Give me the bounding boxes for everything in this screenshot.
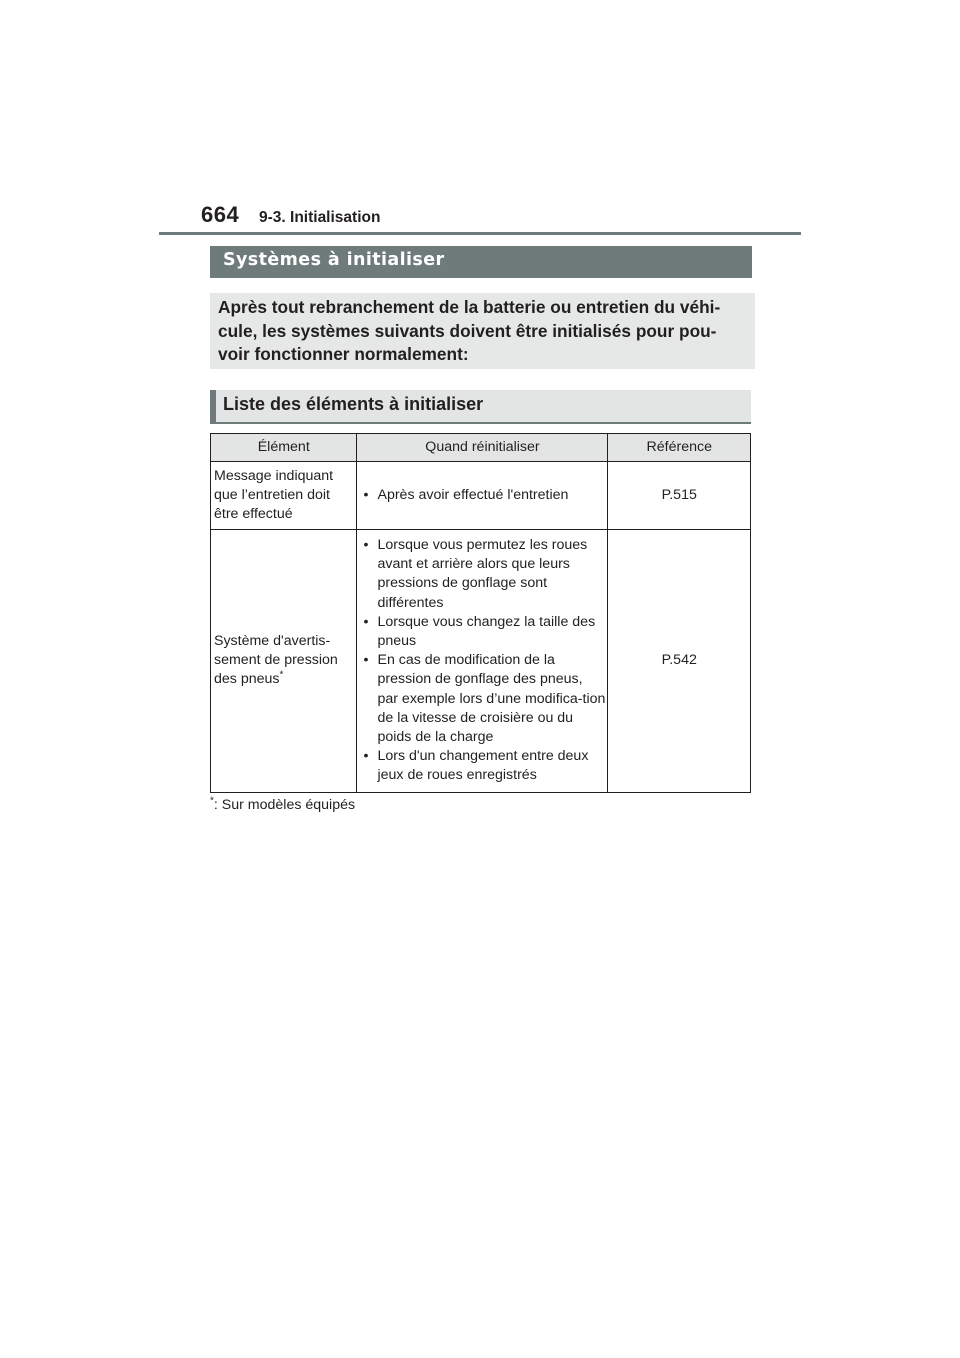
list-item bbox=[360, 486, 605, 505]
bullet-icon: • bbox=[363, 486, 369, 503]
column-header-when: Quand réinitialiser bbox=[357, 434, 608, 462]
subheading bbox=[210, 390, 751, 424]
title-bar bbox=[210, 246, 752, 278]
bullet-icon: • bbox=[363, 537, 369, 553]
when-cell bbox=[357, 530, 608, 793]
list-item bbox=[360, 536, 605, 613]
table-row bbox=[211, 530, 751, 793]
reference-cell: P.542 bbox=[608, 530, 751, 793]
intro-box bbox=[210, 293, 755, 369]
footnote-marker: * bbox=[279, 669, 284, 681]
bullet-icon: • bbox=[363, 652, 369, 669]
bullet-icon: • bbox=[363, 613, 369, 630]
list-item bbox=[360, 613, 605, 651]
element-cell bbox=[211, 530, 357, 793]
intro-text: Après tout rebranchement de la batterie ou entretien du véhi-cule, les systèmes suivants doivent être initialisés pour pou-voir fonctionner normalement: bbox=[218, 297, 721, 364]
page-number: 664 bbox=[201, 202, 240, 227]
items-table bbox=[210, 433, 751, 793]
list-item-text: Lorsque vous changez la taille des pneus bbox=[377, 613, 596, 650]
footnote-text: : Sur modèles équipés bbox=[213, 797, 356, 813]
list-item-text: Lors d'un changement entre deux jeux de roues enregistrés bbox=[377, 748, 589, 784]
column-header-reference: Référence bbox=[608, 434, 751, 462]
table-header-row bbox=[211, 434, 751, 462]
column-header-element: Élément bbox=[211, 434, 357, 462]
list-item-text: Après avoir effectué l'entretien bbox=[377, 486, 569, 503]
footnote bbox=[210, 797, 355, 813]
list-item bbox=[360, 747, 605, 785]
element-cell bbox=[211, 462, 357, 530]
element-text: Système d'avertis-sement de pression des pneus bbox=[214, 633, 338, 688]
when-cell bbox=[357, 462, 608, 530]
page-title: Systèmes à initialiser bbox=[223, 250, 445, 270]
table-row bbox=[211, 462, 751, 530]
subheading-accent-bar bbox=[210, 390, 216, 422]
section-label: 9-3. Initialisation bbox=[259, 209, 381, 226]
footnote-marker: * bbox=[210, 795, 214, 807]
bullet-list bbox=[357, 480, 607, 511]
element-text: Message indiquant que l’entretien doit être effectué bbox=[214, 467, 334, 523]
header-rule bbox=[159, 232, 801, 235]
list-item bbox=[360, 651, 605, 747]
subheading-text: Liste des éléments à initialiser bbox=[223, 394, 484, 414]
list-item-text: Lorsque vous permutez les roues avant et arrière alors que leurs pressions de gonflage sont différentes bbox=[377, 537, 588, 611]
bullet-icon: • bbox=[363, 748, 369, 765]
reference-cell: P.515 bbox=[608, 462, 751, 530]
list-item-text: En cas de modification de la pression de gonflage des pneus, par exemple lors d’une modifica-tion de la vitesse de croisière ou du poids de la charge bbox=[377, 652, 606, 746]
bullet-list bbox=[357, 530, 607, 792]
